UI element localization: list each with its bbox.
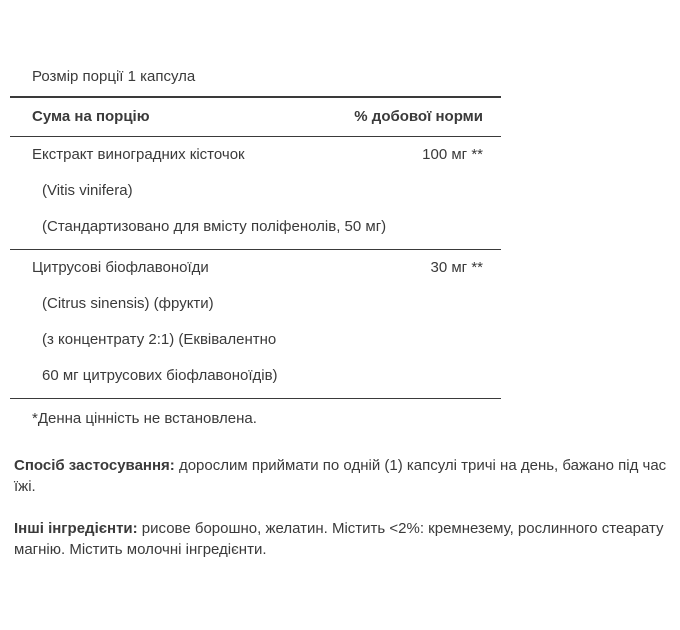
- serving-size: Розмір порції 1 капсула: [10, 58, 501, 98]
- ingredient-amount: 30 мг **: [430, 259, 483, 276]
- ingredient-detail: (Стандартизовано для вмісту поліфенолів, 50 мг): [42, 218, 387, 235]
- usage-instructions: [14, 455, 674, 497]
- daily-value-label: % добової норми: [354, 108, 483, 125]
- ingredient-amount: 100 мг **: [422, 146, 483, 163]
- ingredient-name: Цитрусові біофлавоноїди: [32, 259, 209, 276]
- ingredient-citrus-bioflavonoids: [10, 250, 501, 399]
- ingredient-row: [10, 250, 501, 286]
- other-ingredients-label: Інші інгредієнти:: [14, 520, 138, 537]
- footnote: *Денна цінність не встановлена.: [32, 410, 257, 427]
- usage-label: Спосіб застосування:: [14, 457, 175, 474]
- amount-per-serving-label: Сума на порцію: [32, 108, 150, 125]
- ingredient-name: Екстракт виноградних кісточок: [32, 146, 245, 163]
- ingredient-grape-seed: [10, 137, 501, 250]
- ingredient-detail: (з концентрату 2:1) (Еквівалентно: [42, 331, 277, 348]
- ingredient-row: [10, 137, 501, 173]
- supplement-facts-table: [10, 58, 501, 439]
- ingredient-detail: 60 мг цитрусових біофлавоноїдів): [42, 367, 278, 384]
- ingredient-detail: (Vitis vinifera): [42, 182, 133, 199]
- table-header: [10, 98, 501, 137]
- usage-text: дорослим приймати по одній (1) капсулі тричі на день, бажано під час їжі.: [14, 457, 667, 495]
- ingredient-detail: (Citrus sinensis) (фрукти): [42, 295, 214, 312]
- other-ingredients-text: рисове борошно, желатин. Містить <2%: кремнезему, рослинного стеарату магнію. Містить молочні інгредієнти.: [14, 520, 664, 558]
- other-ingredients: [14, 518, 674, 560]
